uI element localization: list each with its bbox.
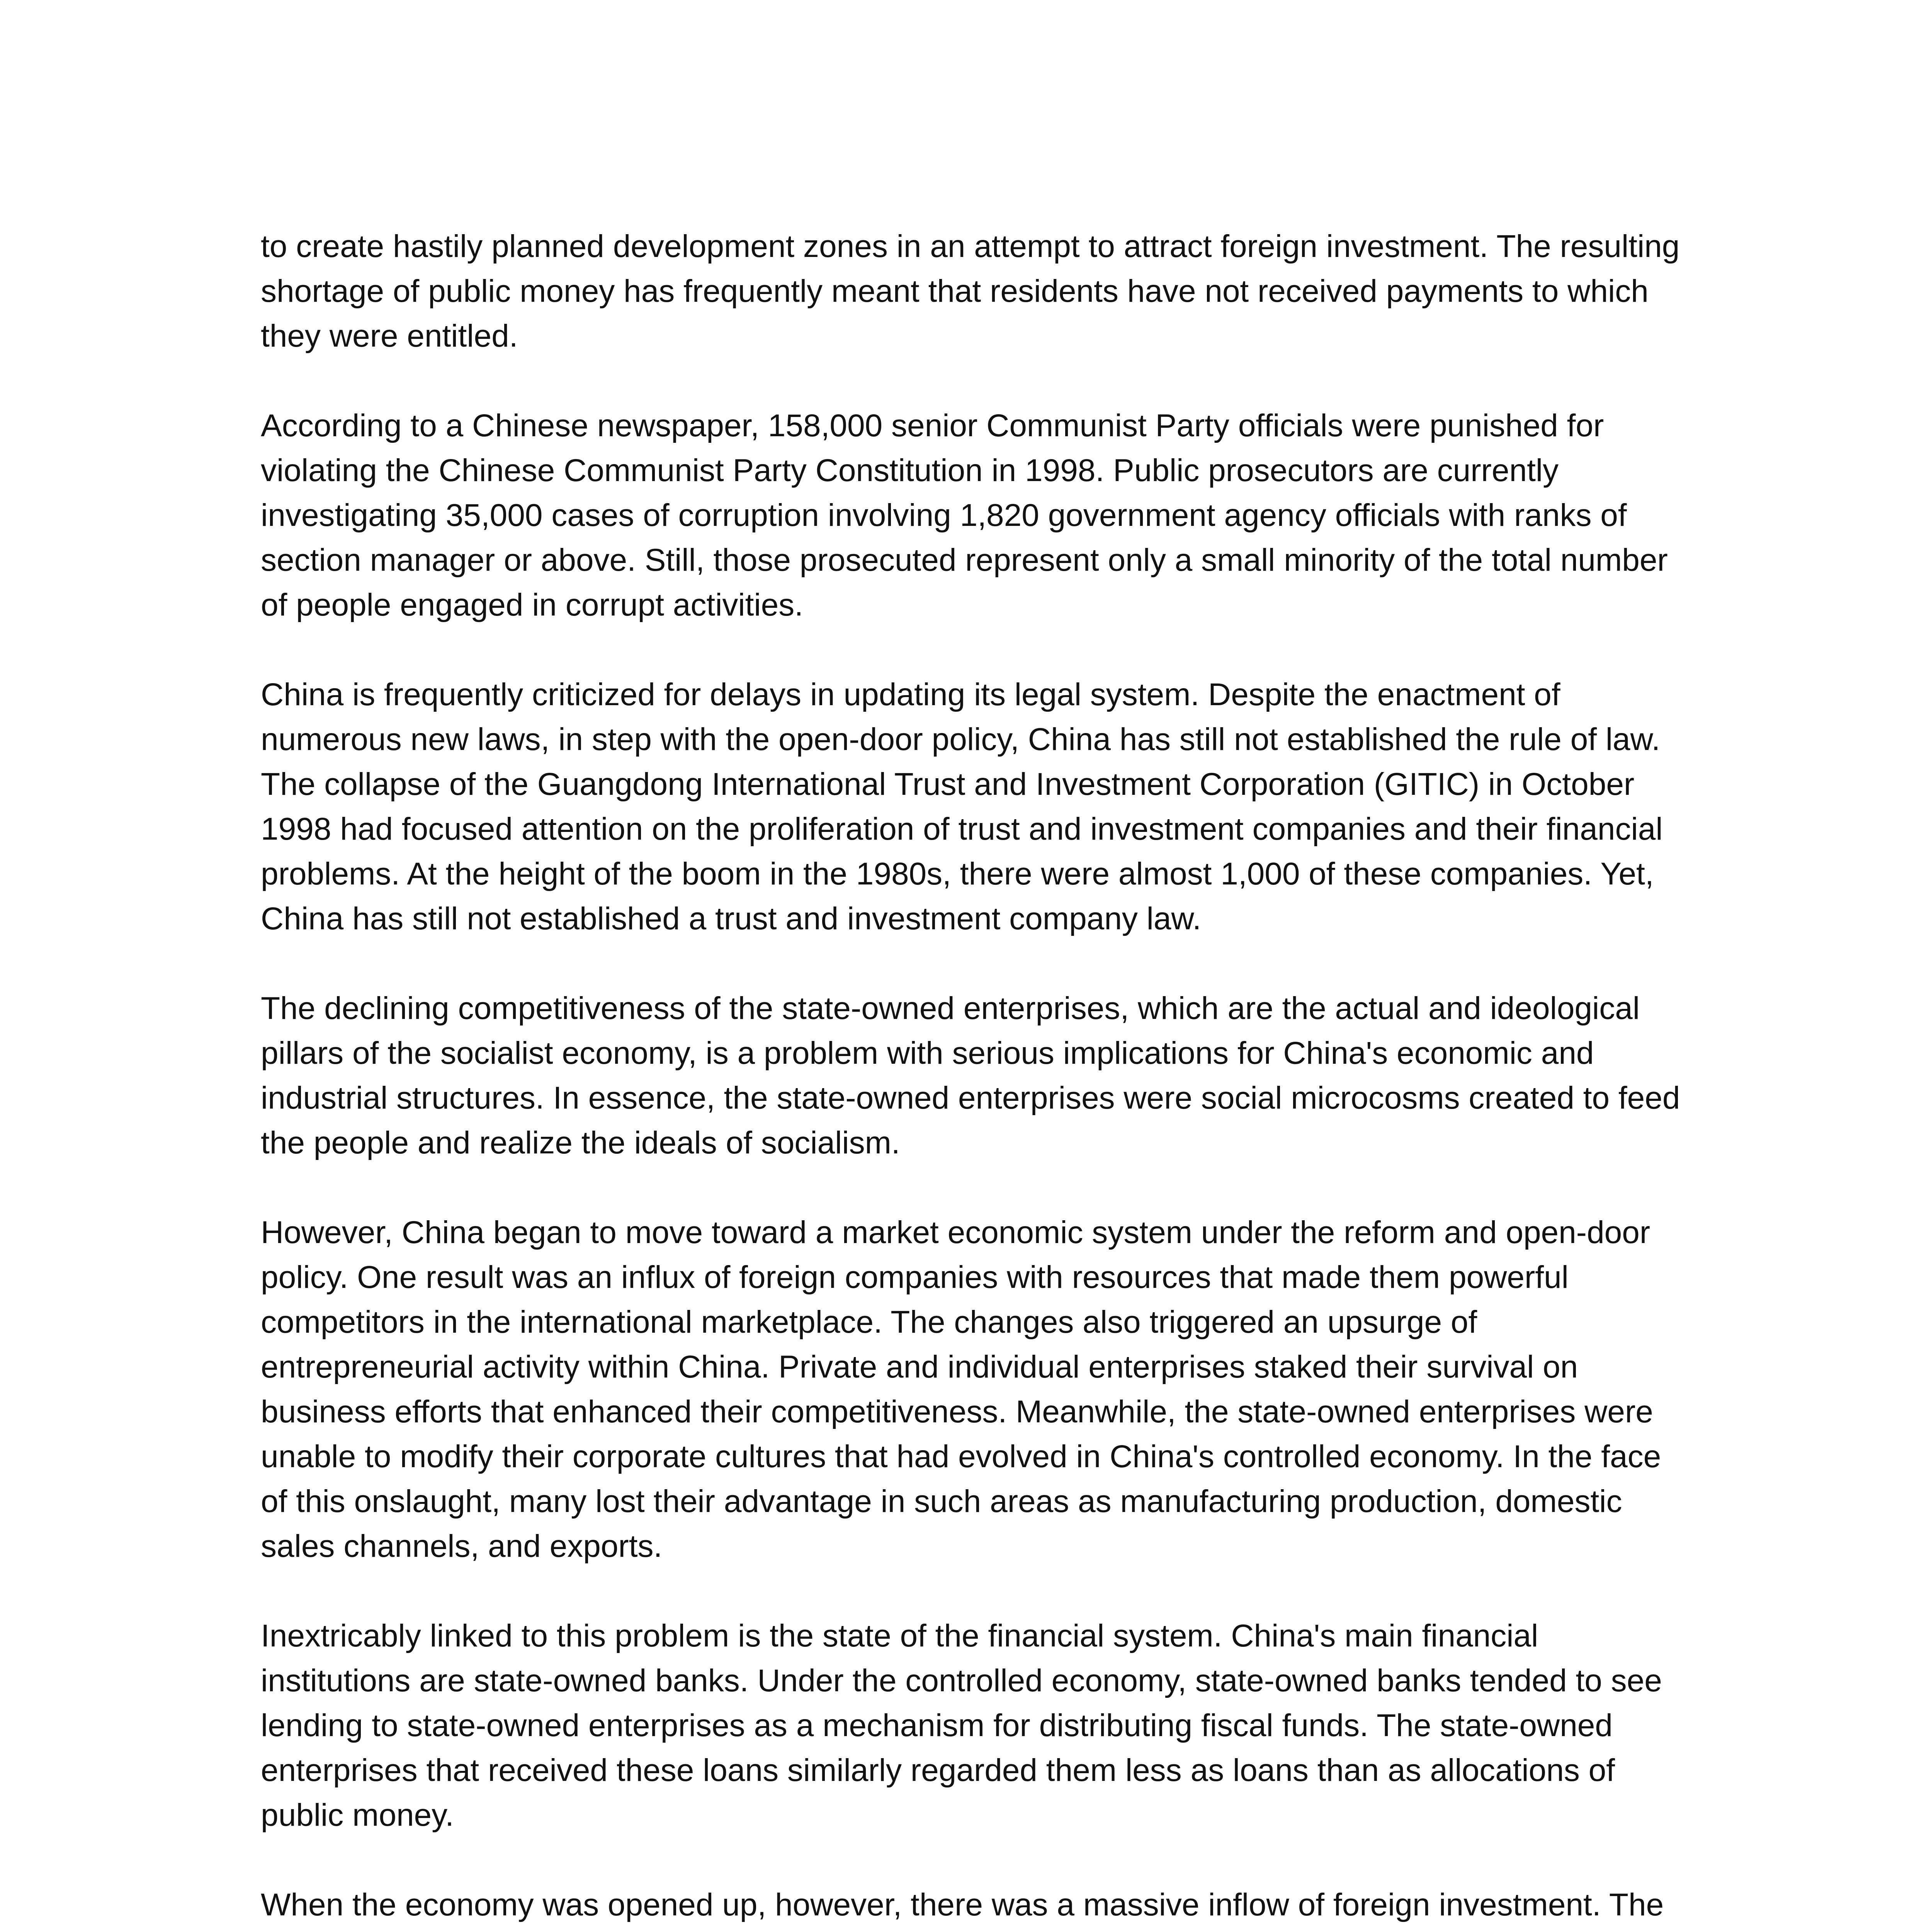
paragraph: The declining competitiveness of the state-owned enterprises, which are the actual and ideological pillars of the socialist economy, is a problem with serious implications for China's economic and industrial structures. In essence, the state-owned enterprises were social microcosms created to feed the people and realize the ideals of socialism. — [261, 991, 1680, 1160]
paragraph: to create hastily planned development zones in an attempt to attract foreign investment. The resulting shortage of public money has frequently meant that residents have not received payments to which they were entitled. — [261, 229, 1680, 354]
paragraph: Inextricably linked to this problem is the state of the financial system. China's main financial institutions are state-owned banks. Under the controlled economy, state-owned banks tended to see lending to state-owned enterprises as a mechanism for distributing fiscal funds. The state-owned enterprises that received these loans similarly regarded them less as loans than as allocations of public money. — [261, 1618, 1662, 1833]
body-text — [261, 224, 1683, 1932]
paragraph: According to a Chinese newspaper, 158,000 senior Communist Party officials were punished for violating the Chinese Communist Party Constitution in 1998. Public prosecutors are currently investigating 35,000 cases of corruption involving 1,820 government agency officials with ranks of section manager or above. Still, those prosecuted represent only a small minority of the total number of people engaged in corrupt activities. — [261, 408, 1668, 622]
paragraph: China is frequently criticized for delays in updating its legal system. Despite the enactment of numerous new laws, in step with the open-door policy, China has still not established the rule of law. The collapse of the Guangdong International Trust and Investment Corporation (GITIC) in October 1998 had focused attention on the proliferation of trust and investment companies and their financial problems. At the height of the boom in the 1980s, there were almost 1,000 of these companies. Yet, China has still not established a trust and investment company law. — [261, 677, 1663, 936]
paragraph: When the economy was opened up, however, there was a massive inflow of foreign investment. The — [261, 1887, 1664, 1922]
paragraph: However, China began to move toward a market economic system under the reform and open-door policy. One result was an influx of foreign companies with resources that made them powerful competitors in the international marketplace. The changes also triggered an upsurge of entrepreneurial activity within China. Private and individual enterprises staked their survival on business efforts that enhanced their competitiveness. Meanwhile, the state-owned enterprises were unable to modify their corporate cultures that had evolved in China's controlled economy. In the face of this onslaught, many lost their advantage in such areas as manufacturing production, domestic sales channels, and exports. — [261, 1215, 1661, 1564]
